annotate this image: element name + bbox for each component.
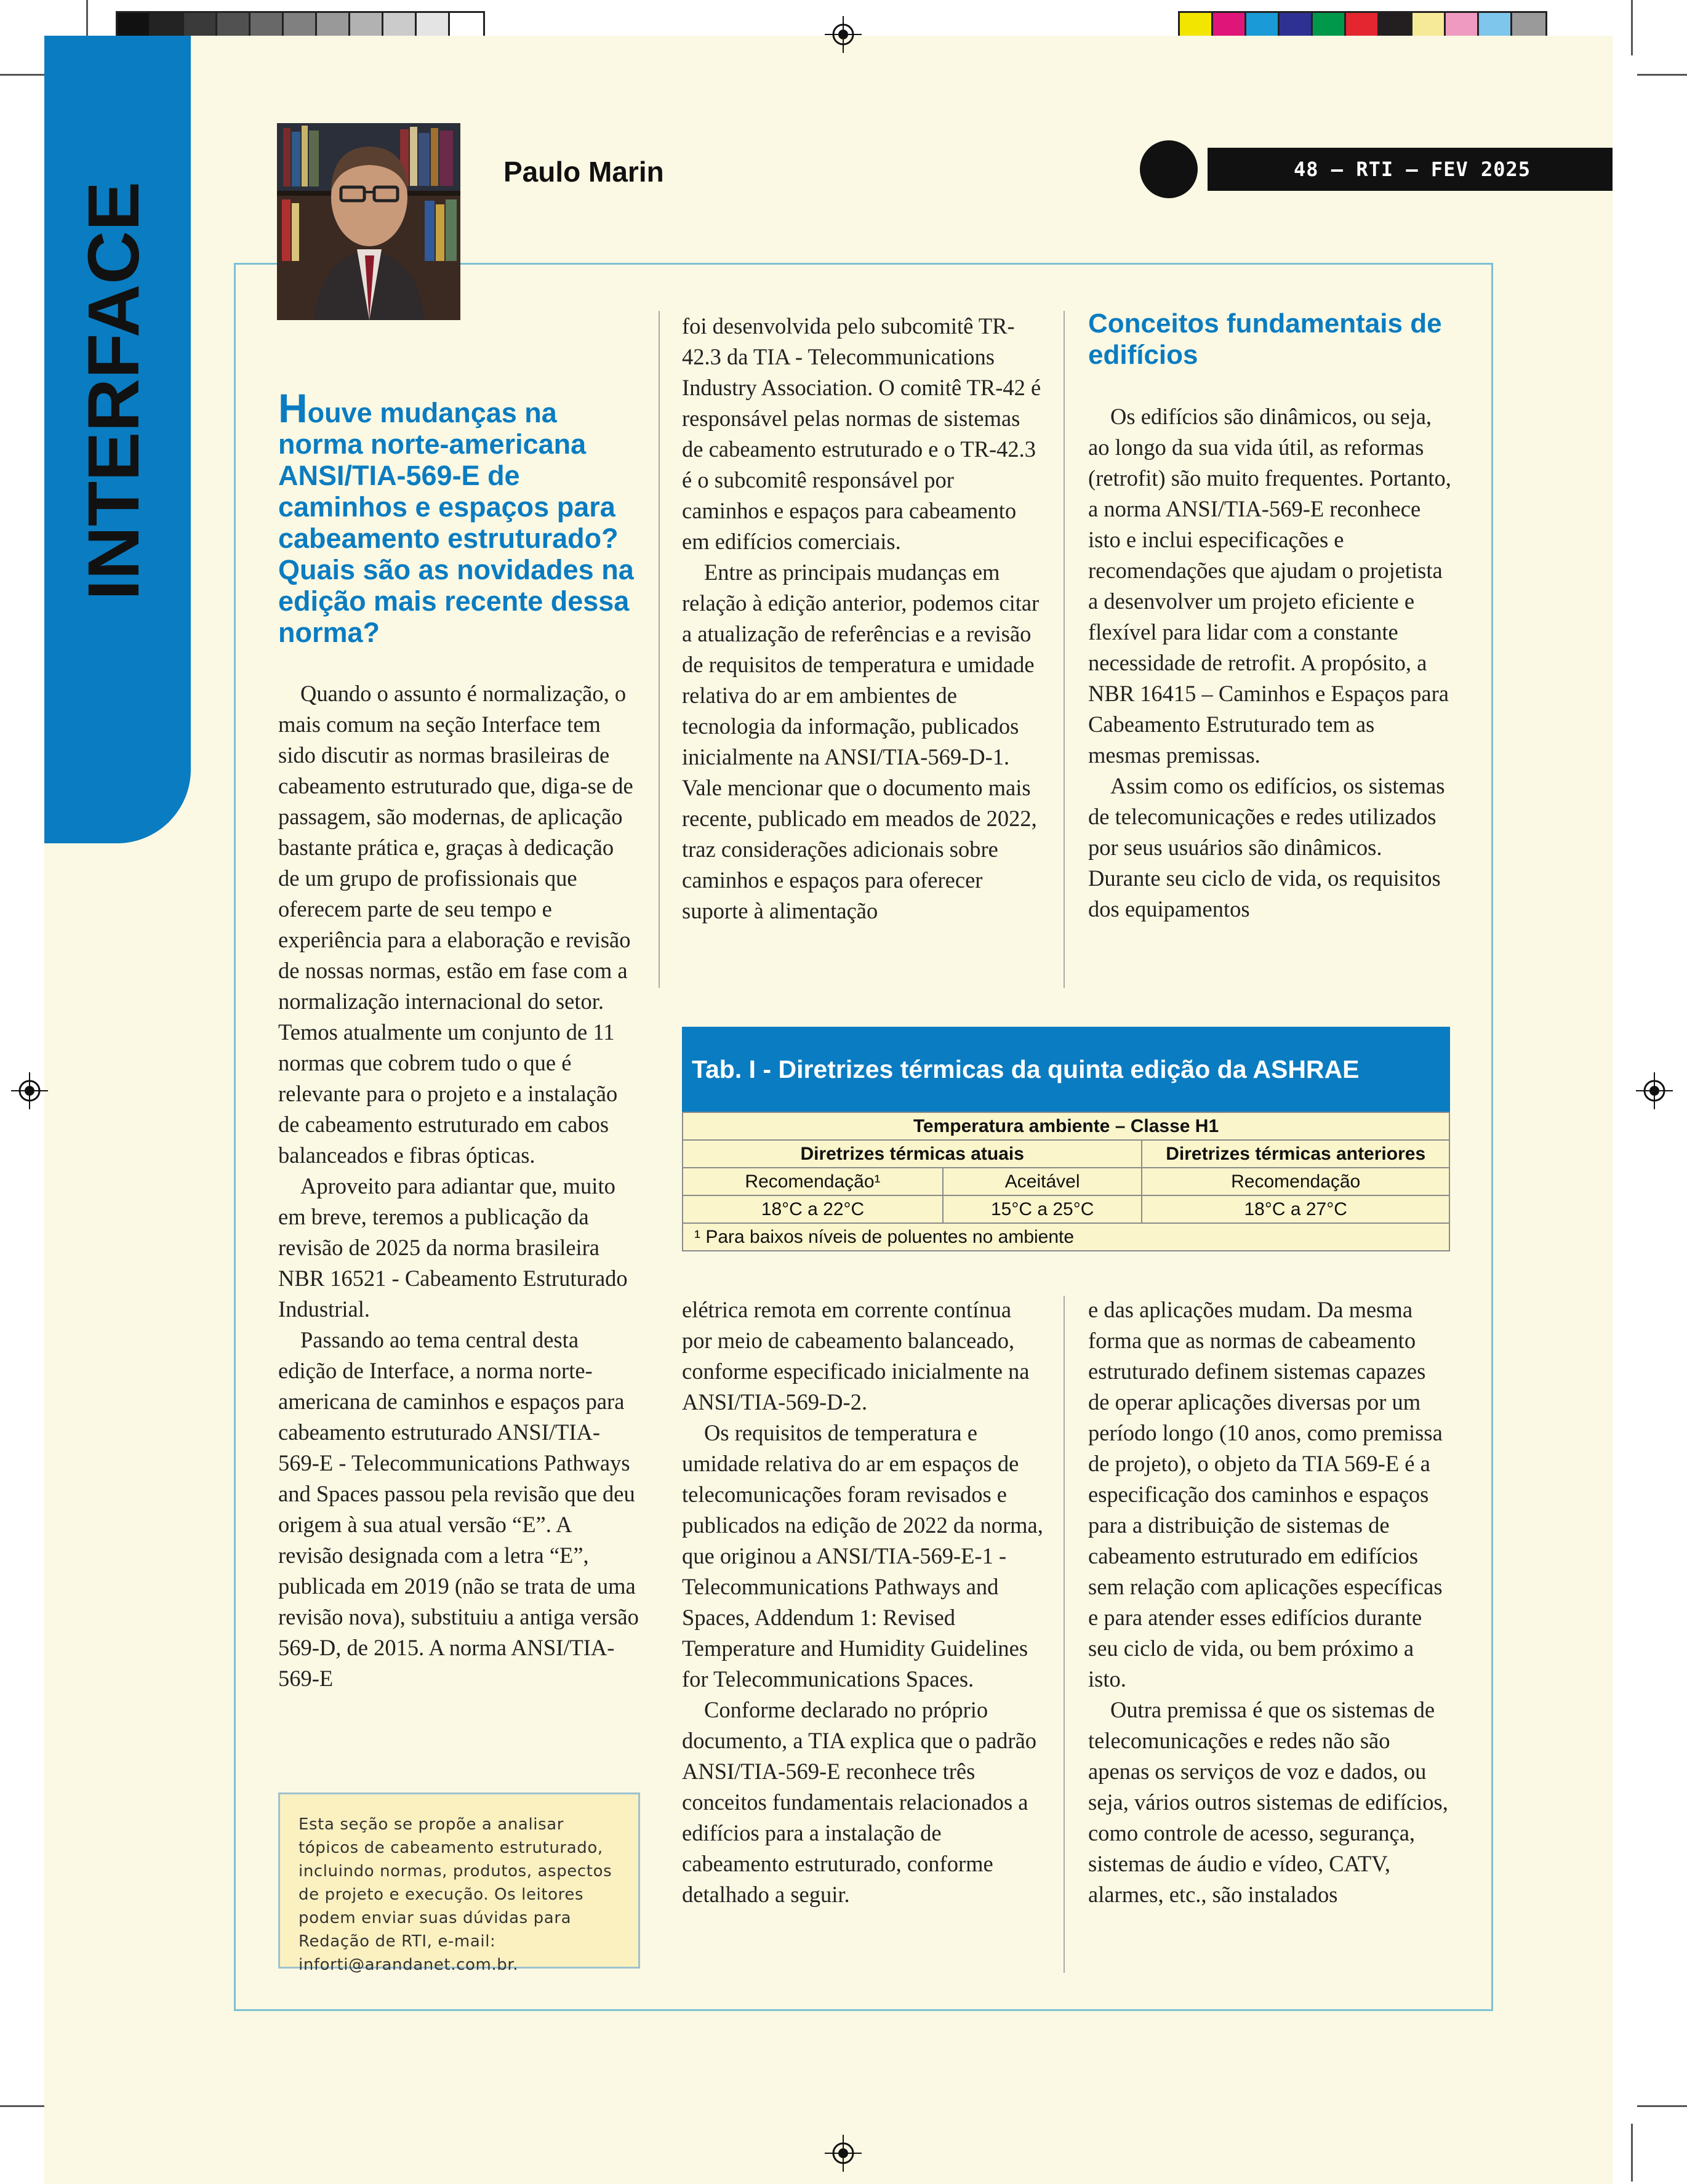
section-note: Esta seção se propõe a analisar tópicos de cabeamento estruturado, incluindo normas, produtos, aspectos de projeto e execução. Os leitores podem enviar suas dúvidas para Redação de RTI, e-mail: inforti@arandanet.com.br. bbox=[278, 1793, 640, 1969]
table-col-recommended: Recomendação¹ bbox=[683, 1168, 944, 1195]
table-group-current: Diretrizes térmicas atuais bbox=[683, 1141, 1142, 1167]
table-grid bbox=[682, 1112, 1450, 1251]
page-label: 48 – RTI – FEV 2025 bbox=[1208, 148, 1613, 191]
column-divider bbox=[1064, 311, 1065, 988]
lead-text: ouve mudanças na norma norte-americana ANSI/TIA-569-E de caminhos e espaços para cabeamento estruturado? Quais são as novidades na edição mais recente dessa norma? bbox=[278, 397, 634, 648]
column-3-top bbox=[1088, 401, 1451, 925]
page-dot bbox=[1140, 140, 1198, 198]
author-photo bbox=[277, 123, 460, 320]
paragraph: Assim como os edifícios, os sistemas de telecomunicações e redes utilizados por seus usuários são dinâmicos. Durante seu ciclo de vida, os requisitos dos equipamentos bbox=[1088, 773, 1445, 921]
paragraph: Entre as principais mudanças em relação à edição anterior, podemos citar a atualização de referências e a revisão de requisitos de temperatura e umidade relativa do ar em ambientes de tecnologia da informação, publicados inicialmente na ANSI/TIA-569-D-1. Vale mencionar que o documento mais recente, publicado em meados de 2022, traz considerações adicionais sobre caminhos e espaços para oferecer suporte à alimentação bbox=[682, 560, 1040, 923]
paragraph: Os edifícios são dinâmicos, ou seja, ao longo da sua vida útil, as reformas (retrofit) são muito frequentes. Portanto, a norma ANSI/TIA-569-E reconhece isto e inclui especificações e recomendações que ajudam o projetista a desenvolver um projeto eficiente e flexível para lidar com a constante necessidade de retrofit. A propósito, a NBR 16415 – Caminhos e Espaços para Cabeamento Estruturado tem as mesmas premissas. bbox=[1088, 404, 1451, 768]
paragraph: e das aplicações mudam. Da mesma forma que as normas de cabeamento estruturado definem sistemas capazes de operar aplicações diversas por um período longo (10 anos, como premissa de projeto), o objeto da TIA 569-E é a especificação dos caminhos e espaços para a distribuição de sistemas de cabeamento estruturado em edifícios sem relação com aplicações específicas e para atender esses edifícios durante seu ciclo de vida, ou bem próximo a isto. bbox=[1088, 1297, 1443, 1692]
svg-text:INTERFACE: INTERFACE bbox=[73, 188, 154, 600]
crop-mark bbox=[1637, 74, 1687, 76]
table-cell: 18°C a 27°C bbox=[1244, 1198, 1347, 1219]
table-col-acceptable: Aceitável bbox=[944, 1168, 1142, 1195]
table-header: Temperatura ambiente – Classe H1 bbox=[913, 1115, 1219, 1136]
registration-mark-icon bbox=[1636, 1072, 1673, 1109]
thermal-table bbox=[682, 1027, 1450, 1261]
author-name: Paulo Marin bbox=[503, 156, 664, 188]
subheading: Conceitos fundamentais de edifícios bbox=[1088, 308, 1442, 370]
registration-mark-icon bbox=[825, 16, 862, 53]
paragraph: Quando o assunto é normalização, o mais comum na seção Interface tem sido discutir as normas brasileiras de cabeamento estruturado que, diga-se de passagem, são modernas, de aplicação bastante prática e, graças à dedicação de um grupo de profissionais que oferecem parte de seu tempo e experiência para a elaboração e revisão de nossas normas, estão em fase com a normalização internacional do setor. Temos atualmente um conjunto de 11 normas que cobrem tudo o que é relevante para o projeto e a instalação de cabeamento estruturado em cabos balanceados e fibras ópticas. bbox=[278, 681, 633, 1168]
column-divider bbox=[1064, 1296, 1065, 1973]
crop-mark bbox=[1631, 2124, 1633, 2182]
table-cell: 18°C a 22°C bbox=[683, 1196, 944, 1222]
paragraph: foi desenvolvida pelo subcomitê TR-42.3 da TIA - Telecommunications Industry Association. O comitê TR-42 é responsável pelas normas de sistemas de cabeamento estruturado e o TR-42.3 é o subcomitê responsável por caminhos e espaços para cabeamento em edifícios comerciais. bbox=[682, 313, 1041, 554]
table-cell: 15°C a 25°C bbox=[944, 1196, 1142, 1222]
lead-question bbox=[278, 385, 647, 648]
paragraph: Conforme declarado no próprio documento, a TIA explica que o padrão ANSI/TIA-569-E reconhece três conceitos fundamentais relacionados a edifícios para a instalação de cabeamento estruturado, conforme detalhado a seguir. bbox=[682, 1697, 1037, 1907]
paragraph: Passando ao tema central desta edição de Interface, a norma norte-americana de caminhos e espaços para cabeamento estruturado ANSI/TIA-569-E - Telecommunications Pathways and Spaces passou pela revisão que deu origem à sua atual versão “E”. A revisão designada com a letra “E”, publicada em 2019 (não se trata de uma revisão nova), substituiu a antiga versão 569-D, de 2015. A norma ANSI/TIA-569-E bbox=[278, 1327, 639, 1691]
column-2-bottom bbox=[682, 1295, 1045, 1910]
section-title bbox=[58, 169, 169, 612]
registration-mark-icon bbox=[11, 1072, 48, 1109]
paragraph: elétrica remota em corrente contínua por meio de cabeamento balanceado, conforme especificado inicialmente na ANSI/TIA-569-D-2. bbox=[682, 1297, 1030, 1415]
column-3-bottom bbox=[1088, 1295, 1451, 1910]
table-title: Tab. I - Diretrizes térmicas da quinta edição da ASHRAE bbox=[682, 1027, 1450, 1112]
table-group-previous: Diretrizes térmicas anteriores bbox=[1166, 1143, 1426, 1164]
column-divider bbox=[659, 311, 660, 988]
table-footnote: ¹ Para baixos níveis de poluentes no ambiente bbox=[694, 1226, 1075, 1247]
table-col-previous: Recomendação bbox=[1231, 1171, 1361, 1192]
column-1 bbox=[278, 678, 640, 1694]
registration-mark-icon bbox=[825, 2135, 862, 2172]
paragraph: Os requisitos de temperatura e umidade relativa do ar em espaços de telecomunicações foram revisados e publicados na edição de 2022 da norma, que originou a ANSI/TIA-569-E-1 - Telecommunications Pathways and Spaces, Addendum 1: Revised Temperature and Humidity Guidelines for Telecommunications Spaces. bbox=[682, 1420, 1043, 1692]
crop-mark bbox=[1631, 0, 1633, 55]
crop-mark bbox=[1637, 2105, 1687, 2107]
paragraph: Aproveito para adiantar que, muito em breve, teremos a publicação da revisão de 2025 da norma brasileira NBR 16521 - Cabeamento Estruturado Industrial. bbox=[278, 1173, 628, 1322]
lead-initial: H bbox=[278, 385, 308, 431]
paragraph: Outra premissa é que os sistemas de telecomunicações e redes não são apenas os serviços de voz e dados, ou seja, vários outros sistemas de edifícios, como controle de acesso, segurança, sistemas de áudio e vídeo, CATV, alarmes, etc., são instalados bbox=[1088, 1697, 1448, 1907]
column-2-top bbox=[682, 311, 1045, 926]
